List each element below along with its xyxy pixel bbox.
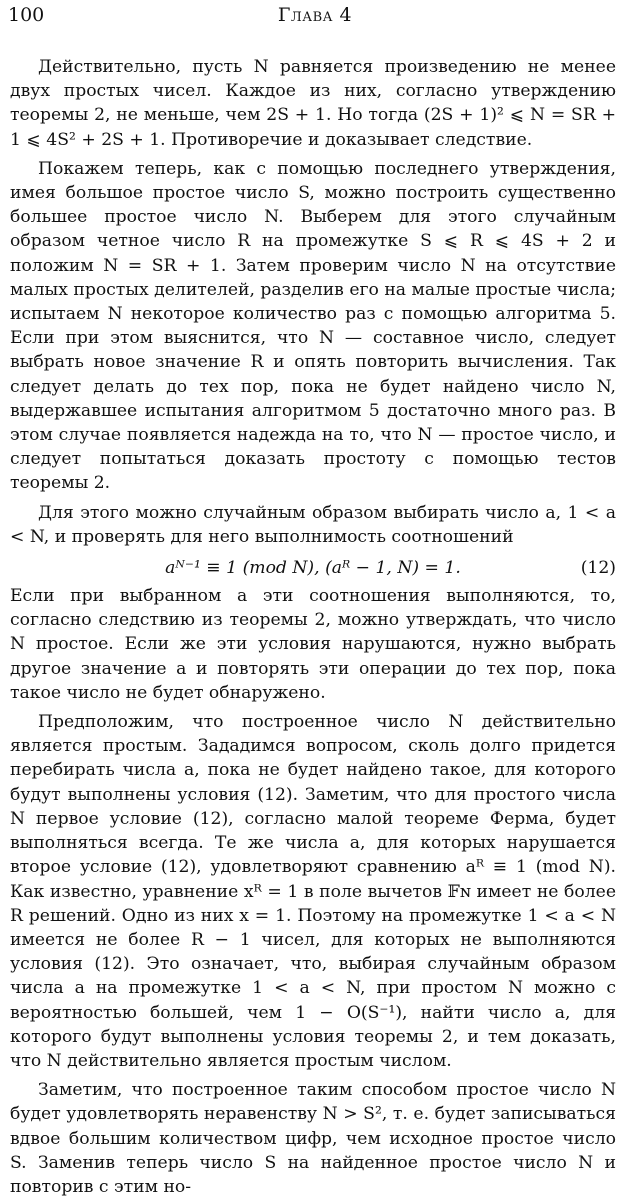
equation-text: aᴺ⁻¹ ≡ 1 (mod N), (aᴿ − 1, N) = 1. — [165, 558, 461, 579]
equation-number: (12) — [580, 558, 616, 579]
equation-12 — [10, 554, 616, 582]
page-number: 100 — [8, 4, 45, 26]
paragraph: Если при выбранном a эти соотношения выполняются, то, согласно следствию из теоремы 2, можно утверждать, что число N простое. Если же эти условия нарушаются, нужно выбрать другое значение a и повторять эти операции до тех пор, пока такое число не будет обнаружено. — [10, 586, 616, 703]
running-title: Глава 4 — [277, 4, 353, 26]
paragraph: Покажем теперь, как с помощью последнего утверждения, имея большое простое число S, можно построить существенно большее простое число N. Выберем для этого случайным образом четное число R на промежутке S ⩽ R ⩽ 4S + 2 и положим N = SR + 1. Затем проверим число N на отсутствие малых простых делителей, разделив его на малые простые числа; испытаем N некоторое количество раз с помощью алгоритма 5. Если при этом выяснится, что N — составное число, следует выбрать новое значение R и опять повторить вычисления. Так следует делать до тех пор, пока не будет найдено число N, выдержавшее испытания алгоритмом 5 достаточно много раз. В этом случае появляется надежда на то, что N — простое число, и следует попытаться доказать простоту с помощью тестов теоремы 2. — [10, 158, 616, 494]
page-header — [8, 4, 622, 30]
paragraph: Для этого можно случайным образом выбирать число a, 1 < a < N, и проверять для него выполнимость соотношений — [10, 502, 616, 547]
paragraph: Заметим, что построенное таким способом простое число N будет удовлетворять неравенству N > S², т. е. будет записываться вдвое большим количеством цифр, чем исходное простое число S. Заменив теперь число S на найденное простое число N и повторив с этим но- — [10, 1080, 616, 1197]
paragraph: Предположим, что построенное число N действительно является простым. Зададимся вопросом, сколь долго придется перебирать числа a, пока не будет найдено такое, для которого будут выполнены условия (12). Заметим, что для простого числа N первое условие (12), согласно малой теореме Ферма, будет выполняться всегда. Те же числа a, для которых нарушается второе условие (12), удовлетворяют сравнению aᴿ ≡ 1 (mod N). Как известно, уравнение xᴿ = 1 в поле вычетов 𝔽ɴ имеет не более R решений. Одно из них x = 1. Поэтому на промежутке 1 < a < N имеется не более R − 1 чисел, для которых не выполняются условия (12). Это означает, что, выбирая случайным образом числа a на промежутке 1 < a < N, при простом N можно с вероятностью большей, чем 1 − O(S⁻¹), найти число a, для которого будут выполнены условия теоремы 2, и тем доказать, что N действительно является простым числом. — [10, 712, 616, 1071]
page-body — [10, 55, 616, 1204]
paragraph: Действительно, пусть N равняется произведению не менее двух простых чисел. Каждое из них, согласно утверждению теоремы 2, не меньше, чем 2S + 1. Но тогда (2S + 1)² ⩽ N = SR + 1 ⩽ 4S² + 2S + 1. Противоречие и доказывает следствие. — [10, 57, 616, 150]
